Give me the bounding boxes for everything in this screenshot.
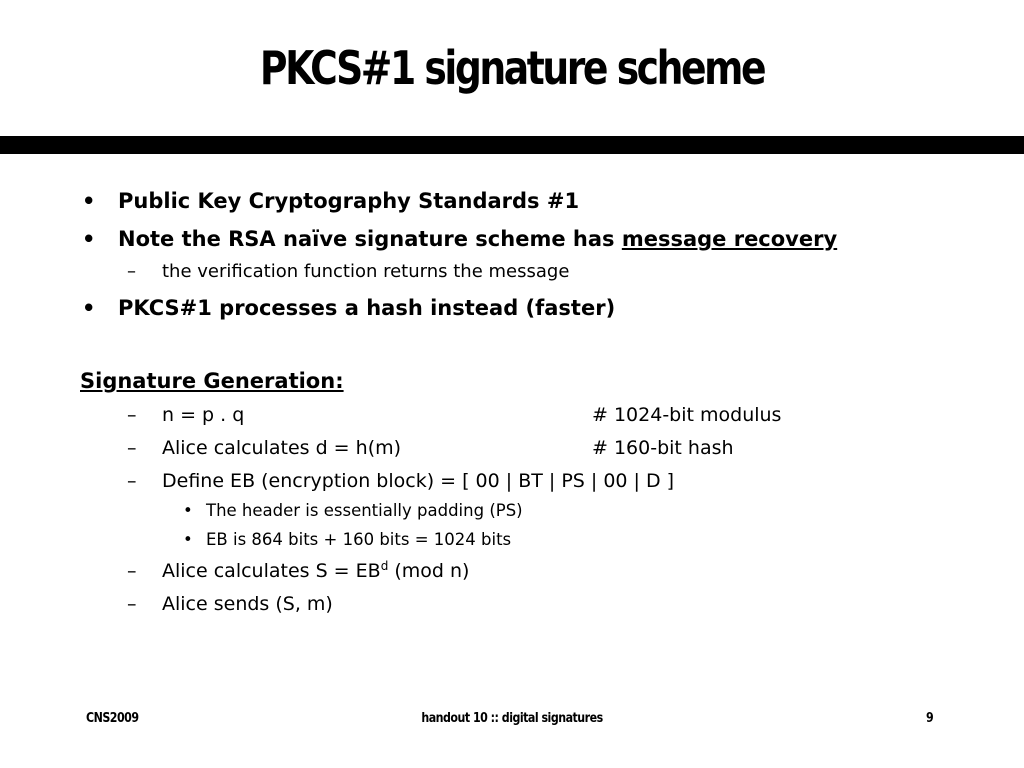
dash-icon: –	[127, 560, 137, 582]
dash-icon: –	[127, 593, 137, 615]
dash-icon: –	[127, 437, 137, 459]
note-text: EB is 864 bits + 160 bits = 1024 bits	[206, 530, 512, 549]
title-divider-bar	[0, 136, 1024, 154]
step-text: Alice sends (S, m)	[162, 593, 333, 615]
underlined-term: message recovery	[621, 227, 838, 251]
step-text: Alice calculates S = EB	[162, 560, 381, 582]
slide-title: PKCS#1 signature scheme	[259, 41, 765, 95]
dash-icon: –	[127, 404, 137, 426]
bullet-text: Note the RSA naïve signature scheme has	[118, 227, 622, 251]
step-comment: # 160-bit hash	[592, 437, 734, 459]
bullet-dot-icon: •	[82, 296, 96, 320]
dash-icon: –	[127, 470, 137, 492]
bullet-dot-icon: •	[82, 189, 96, 213]
step-comment: # 1024-bit modulus	[592, 404, 782, 426]
bullet-text: Public Key Cryptography Standards #1	[118, 189, 580, 213]
step-text: n = p . q	[162, 404, 245, 426]
bullet-dot-icon: •	[82, 227, 96, 251]
bullet-text: PKCS#1 processes a hash instead (faster)	[118, 296, 616, 320]
footer-page-number: 9	[926, 711, 934, 726]
step-text: Define EB (encryption block) = [ 00 | BT | PS | 00 | D ]	[162, 470, 675, 492]
footer-course: CNS2009	[86, 711, 139, 726]
step-text: Alice calculates d = h(m)	[162, 437, 402, 459]
footer-handout: handout 10 :: digital signatures	[421, 711, 603, 726]
section-heading: Signature Generation:	[80, 369, 344, 393]
step-text-suffix: (mod n)	[388, 560, 470, 582]
bullet-dot-icon: •	[183, 501, 193, 520]
sub-bullet-text: the verification function returns the message	[162, 261, 570, 282]
note-text: The header is essentially padding (PS)	[206, 501, 523, 520]
dash-icon: –	[127, 261, 136, 282]
bullet-dot-icon: •	[183, 530, 193, 549]
exponent: d	[380, 559, 389, 573]
